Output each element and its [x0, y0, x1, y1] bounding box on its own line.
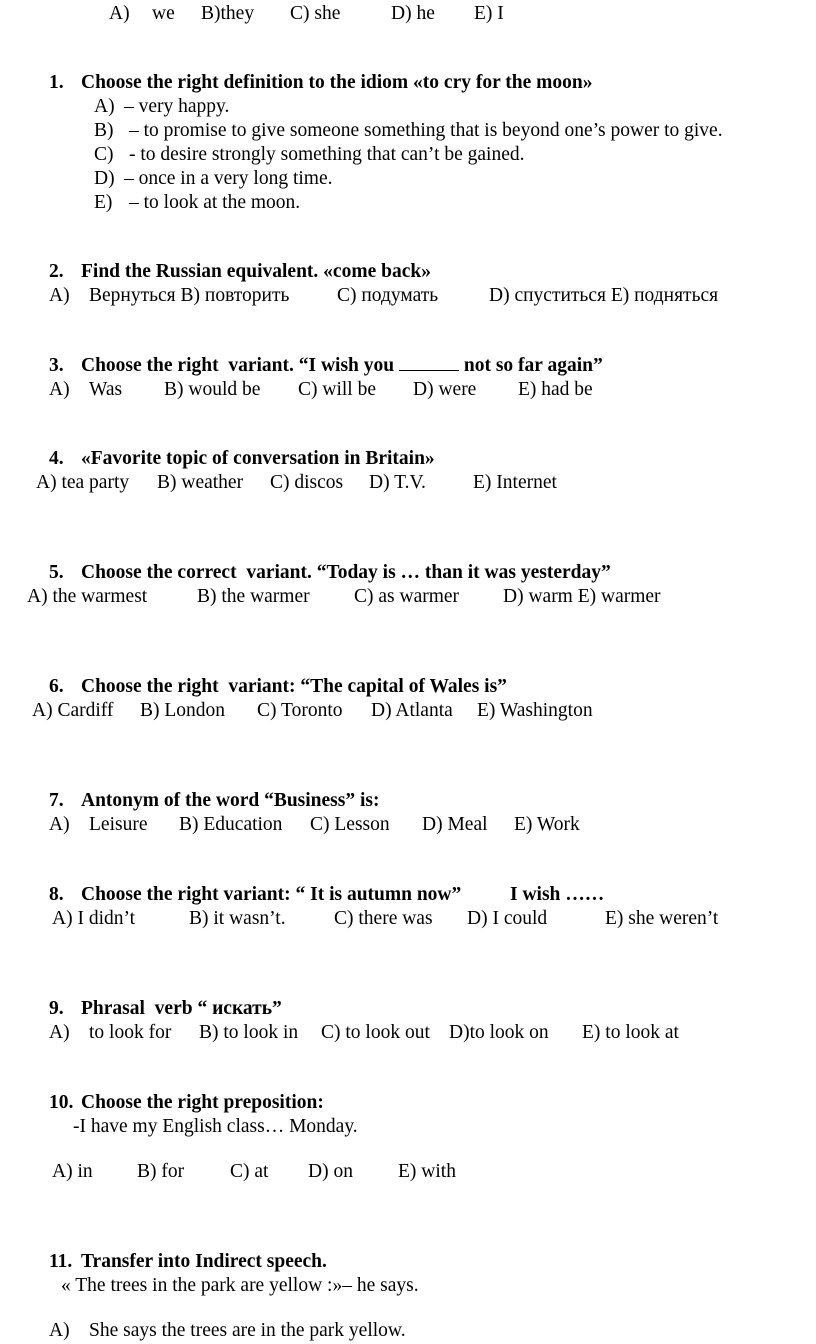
question-5-title: Choose the correct variant. “Today is … than it was yesterday”	[81, 562, 611, 583]
question-1-option-b-label: B)	[94, 120, 114, 141]
question-5-option-c: C) as warmer	[354, 586, 460, 607]
question-1-option-e-text: – to look at the moon.	[129, 192, 301, 213]
question-1-option-c-label: C)	[94, 144, 114, 165]
question-9-option-e: E) to look at	[582, 1022, 679, 1043]
question-10-option-e: E) with	[398, 1161, 456, 1182]
question-1-option-c-text: - to desire strongly something that can’t be gained.	[129, 144, 525, 165]
question-3-option-e: E) had be	[518, 379, 593, 400]
question-1-option-b-text: – to promise to give someone something that is beyond one’s power to give.	[129, 120, 723, 141]
question-10-option-c: C) at	[230, 1161, 269, 1182]
question-1-title: Choose the right definition to the idiom «to cry for the moon»	[81, 72, 593, 93]
top-option-e: E) I	[474, 3, 504, 24]
question-5-option-b: B) the warmer	[197, 586, 310, 607]
question-8-option-a: A) I didn’t	[52, 908, 136, 929]
question-1-option-a-label: A)	[94, 96, 115, 117]
question-3-title-start: Choose the right variant. “I wish you	[81, 355, 399, 376]
question-5-option-d: D) warm E) warmer	[503, 586, 661, 607]
question-6-option-e: E) Washington	[477, 700, 593, 721]
question-9-option-a-label: A)	[49, 1022, 70, 1043]
question-9-title: Phrasal verb “ искать”	[81, 998, 282, 1019]
question-11-title: Transfer into Indirect speech.	[81, 1251, 327, 1272]
question-3-option-c: C) will be	[298, 379, 376, 400]
question-2-option-a-label: A)	[49, 285, 70, 306]
question-4-option-a: A) tea party	[36, 472, 130, 493]
question-8-title: Choose the right variant: “ It is autumn now”	[81, 884, 462, 905]
question-1-option-d-label: D)	[94, 168, 115, 189]
question-3-number: 3.	[49, 355, 64, 376]
question-1-number: 1.	[49, 72, 64, 93]
question-8-title-tail: I wish ……	[510, 884, 605, 905]
question-11-number: 11.	[49, 1251, 73, 1272]
question-7-option-d: D) Meal	[422, 814, 488, 835]
question-3-title	[81, 354, 603, 378]
question-2-option-a-text: Вернуться В) повторить	[89, 285, 290, 306]
question-2-option-c: С) подумать	[337, 285, 439, 306]
question-7-option-b: B) Education	[179, 814, 283, 835]
answer-blank	[399, 354, 459, 371]
question-10-option-d: D) on	[308, 1161, 353, 1182]
question-8-number: 8.	[49, 884, 64, 905]
question-11-option-a-text: She says the trees are in the park yellow.	[89, 1320, 406, 1341]
question-8-option-e: E) she weren’t	[605, 908, 719, 929]
top-option-a: A)	[109, 3, 130, 24]
question-7-option-a-label: A)	[49, 814, 70, 835]
question-4-option-d: D) T.V.	[369, 472, 426, 493]
question-2-title: Find the Russian equivalent. «come back»	[81, 261, 431, 282]
question-7-option-a-text: Leisure	[89, 814, 148, 835]
question-1-option-a-text: – very happy.	[124, 96, 230, 117]
question-3-title-end: not so far again”	[458, 355, 603, 376]
question-8-option-c: C) there was	[334, 908, 433, 929]
top-option-d: D) he	[391, 3, 435, 24]
top-option-c: C) she	[290, 3, 341, 24]
question-4-number: 4.	[49, 448, 64, 469]
question-9-option-d: D)to look on	[449, 1022, 549, 1043]
question-6-option-b: B) London	[140, 700, 226, 721]
question-8-option-b: B) it wasn’t.	[189, 908, 286, 929]
question-6-number: 6.	[49, 676, 64, 697]
question-4-option-e: E) Internet	[473, 472, 557, 493]
question-3-option-b: B) would be	[164, 379, 261, 400]
question-10-option-b: B) for	[137, 1161, 185, 1182]
question-4-option-b: B) weather	[157, 472, 244, 493]
question-2-number: 2.	[49, 261, 64, 282]
question-5-number: 5.	[49, 562, 64, 583]
question-3-option-d: D) were	[413, 379, 477, 400]
top-option-b: B)they	[201, 3, 255, 24]
question-2-option-d: D) спуститься Е) подняться	[489, 285, 719, 306]
question-11-sentence: « The trees in the park are yellow :»– he says.	[61, 1275, 419, 1296]
question-6-title: Choose the right variant: “The capital of Wales is”	[81, 676, 507, 697]
question-7-option-c: C) Lesson	[310, 814, 390, 835]
question-11-option-a-label: A)	[49, 1320, 70, 1341]
question-4-title: «Favorite topic of conversation in Britain»	[81, 448, 435, 469]
question-3-option-a-label: A)	[49, 379, 70, 400]
question-9-number: 9.	[49, 998, 64, 1019]
question-10-title: Choose the right preposition:	[81, 1092, 324, 1113]
top-option-a-text: we	[152, 3, 175, 24]
question-9-option-c: C) to look out	[321, 1022, 430, 1043]
question-10-option-a: A) in	[52, 1161, 93, 1182]
question-6-option-d: D) Atlanta	[371, 700, 453, 721]
question-7-option-e: E) Work	[514, 814, 580, 835]
question-8-option-d: D) I could	[467, 908, 548, 929]
question-4-option-c: C) discos	[270, 472, 344, 493]
question-1-option-d-text: – once in a very long time.	[124, 168, 333, 189]
question-7-title: Antonym of the word “Business” is:	[81, 790, 380, 811]
question-6-option-c: C) Toronto	[257, 700, 343, 721]
question-9-option-b: B) to look in	[199, 1022, 299, 1043]
question-5-option-a: A) the warmest	[27, 586, 148, 607]
question-10-sentence: -I have my English class… Monday.	[73, 1116, 358, 1137]
question-6-option-a: A) Cardiff	[32, 700, 114, 721]
question-3-option-a-text: Was	[89, 379, 123, 400]
question-1-option-e-label: E)	[94, 192, 113, 213]
question-9-option-a-text: to look for	[89, 1022, 172, 1043]
question-10-number: 10.	[49, 1092, 74, 1113]
question-7-number: 7.	[49, 790, 64, 811]
